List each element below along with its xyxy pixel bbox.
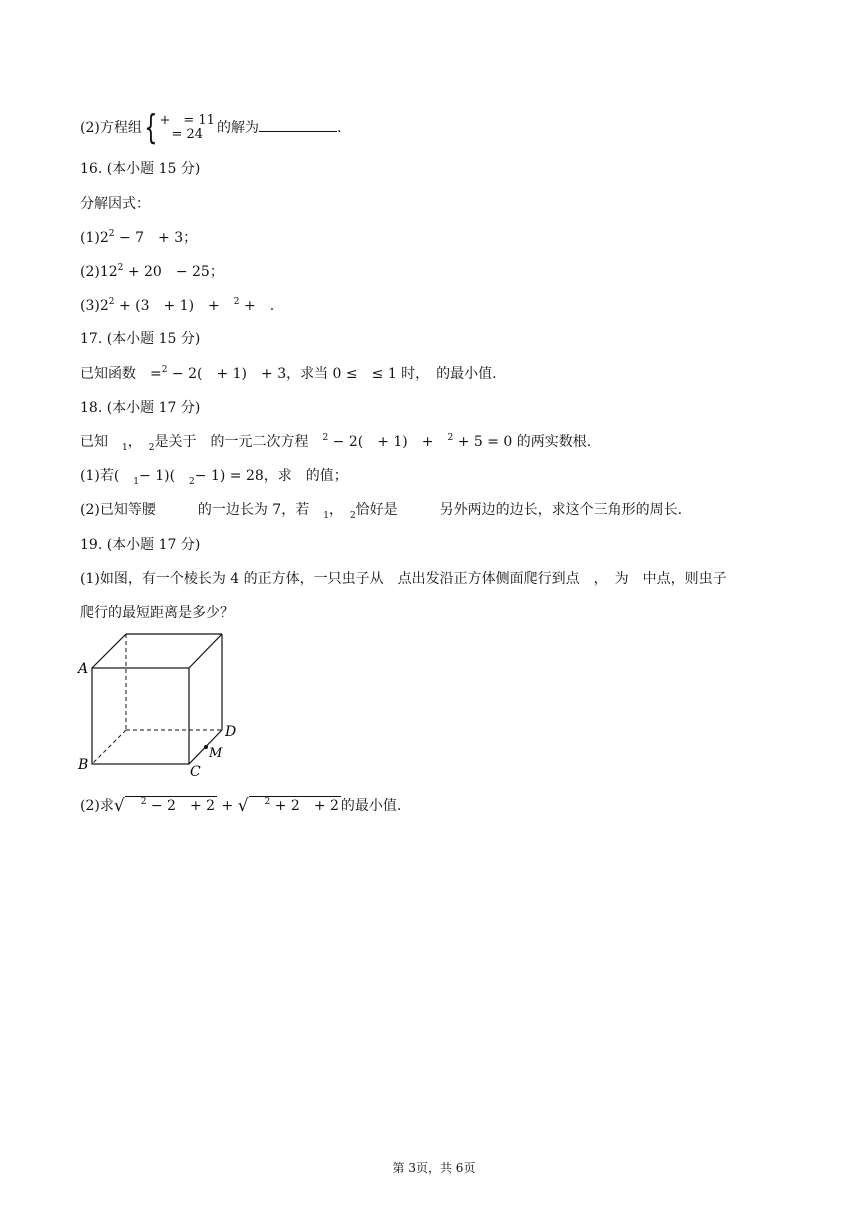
subscript: 1 [323,511,329,521]
superscript: 2 [108,297,115,307]
q16-p2-text: (2)12 [80,264,118,280]
superscript: 2 [322,433,329,443]
q16-part3 [80,297,274,317]
superscript: 2 [108,229,115,239]
q15-end: . [336,120,342,136]
answer-blank[interactable] [259,119,337,132]
sqrt-expression-1 [114,796,217,816]
q16-header: 16. (本小题 15 分) [80,161,201,177]
label-a: A [78,661,89,677]
subscript: 1 [133,477,140,487]
q18-header: 18. (本小题 17 分) [80,400,201,416]
label-b: B [78,757,89,773]
subscript: 2 [349,511,356,521]
radical-sign: √ [237,796,249,816]
label-m: M [209,746,223,761]
q16-p3-end: + . [243,298,275,314]
q18-l2-c: − 1) = 28，求 的值； [194,468,348,484]
subscript: 2 [148,443,155,453]
q18-l3-a: (2)已知等腰 的一边长为 7，若 [80,502,310,518]
q18-l1-d: − 2( + 1) + [332,434,434,450]
radicand-1 [125,796,217,816]
q16-part1 [80,229,197,249]
cube-edge [189,634,222,668]
page-footer: 第 3页，共 6页 [392,1161,476,1175]
q16-part2 [80,263,224,283]
q17-text-a: 已知函数 = [80,366,162,382]
equation-system [159,114,214,142]
front-face [92,668,189,764]
label-c: C [190,764,201,780]
q17-text [80,365,497,385]
subscript: 1 [122,443,128,453]
q15-prefix: (2)方程组 [80,120,142,136]
label-d: D [225,724,237,740]
q16-p2-rest: + 20 − 25； [127,264,224,280]
superscript: 2 [117,263,124,273]
q18-l3-b: ， [328,502,336,518]
q18-l1-a: 已知 [80,434,108,450]
q19-p2-suffix: 的最小值. [340,798,402,814]
q17-header: 17. (本小题 15 分) [80,331,201,347]
q16-p3-mid: + (3 + 1) + [118,298,220,314]
q15-suffix: 的解为 [216,120,259,136]
subscript: 2 [189,477,195,487]
equation-1: + = 11 [159,113,215,128]
q16-p3-text: (3)2 [80,298,109,314]
q18-line2 [80,467,348,487]
q15-part2 [80,108,342,148]
plus-sign: + [221,798,234,814]
equation-2: = 24 [171,127,204,142]
q18-line3 [80,501,682,521]
cube-figure [75,630,250,780]
q18-l1-c: 是关于 的一元二次方程 [154,434,309,450]
radicand-1-text: − 2 + 2 [150,798,216,814]
q17-text-b: − 2( + 1) + 3，求当 0 ≤ ≤ 1 时， 的最小值. [171,366,497,382]
q16-p1-rest: − 7 + 3； [118,230,198,246]
q18-l3-c: 恰好是 另外两边的边长，求这个三角形的周长. [355,502,683,518]
superscript: 2 [264,797,271,807]
q18-l1-b: ， [127,434,135,450]
superscript: 2 [140,797,147,807]
radicand-2-text: + 2 + 2 [274,798,339,814]
q18-l2-b: − 1)( [139,468,176,484]
q19-header: 19. (本小题 17 分) [80,537,201,553]
q18-l2-a: (1)若( [80,468,120,484]
q19-line2: 爬行的最短距离是多少？ [80,605,234,621]
cube-edge [92,634,126,668]
superscript: 2 [447,433,454,443]
system-brace: { [144,108,158,148]
radicand-2 [249,796,341,816]
superscript: 2 [233,297,240,307]
superscript: 2 [161,365,168,375]
point-m [204,745,208,749]
q19-p2-prefix: (2)求 [80,798,114,814]
q19-part2 [80,796,401,816]
q18-line1 [80,433,591,453]
q16-p1-text: (1)2 [80,230,109,246]
hidden-edge [92,730,126,764]
q19-line1: (1)如图，有一个棱长为 4 的正方体，一只虫子从 点出发沿正方体侧面爬行到点 ， 为 中点，则虫子 [80,571,727,587]
q16-intro: 分解因式： [80,196,150,212]
q18-l1-e: + 5 = 0 的两实数根. [457,434,592,450]
sqrt-expression-2 [238,796,341,816]
radical-sign: √ [113,796,125,816]
